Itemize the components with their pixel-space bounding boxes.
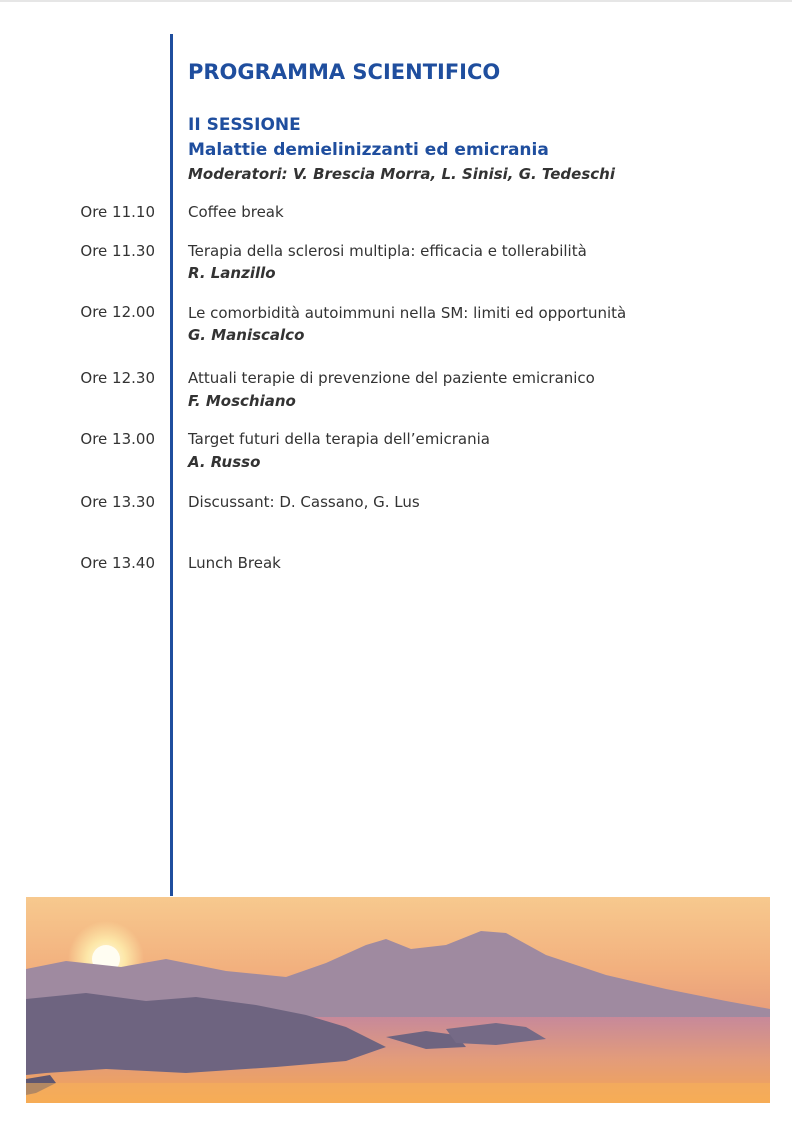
- schedule-topic: Lunch Break: [188, 554, 281, 572]
- schedule-topic: Coffee break: [188, 203, 284, 221]
- page-top-edge: [0, 0, 792, 2]
- schedule-time: Ore 11.30: [80, 242, 155, 260]
- schedule-time: Ore 12.30: [80, 369, 155, 387]
- schedule-time: Ore 13.40: [80, 554, 155, 572]
- schedule-speaker: R. Lanzillo: [188, 264, 276, 282]
- schedule-speaker: G. Maniscalco: [188, 326, 305, 344]
- vertical-divider: [170, 34, 173, 896]
- sunset-landscape-image: [26, 897, 770, 1103]
- session-label: II SESSIONE: [188, 115, 301, 135]
- schedule-topic: Le comorbidità autoimmuni nella SM: limiti ed opportunità: [188, 304, 627, 322]
- moderators: Moderatori: V. Brescia Morra, L. Sinisi, G. Tedeschi: [188, 165, 615, 183]
- schedule-topic: Discussant: D. Cassano, G. Lus: [188, 493, 420, 511]
- schedule-speaker: F. Moschiano: [188, 392, 296, 410]
- schedule-time: Ore 13.00: [80, 430, 155, 448]
- schedule-speaker: A. Russo: [188, 453, 261, 471]
- schedule-time: Ore 11.10: [80, 203, 155, 221]
- session-title: Malattie demielinizzanti ed emicrania: [188, 140, 549, 160]
- program-title: PROGRAMMA SCIENTIFICO: [188, 60, 501, 84]
- schedule-topic: Terapia della sclerosi multipla: efficacia e tollerabilità: [188, 242, 587, 260]
- schedule-topic: Attuali terapie di prevenzione del paziente emicranico: [188, 369, 595, 387]
- schedule-time: Ore 13.30: [80, 493, 155, 511]
- schedule-time: Ore 12.00: [80, 303, 155, 321]
- schedule-topic: Target futuri della terapia dell’emicrania: [188, 430, 490, 448]
